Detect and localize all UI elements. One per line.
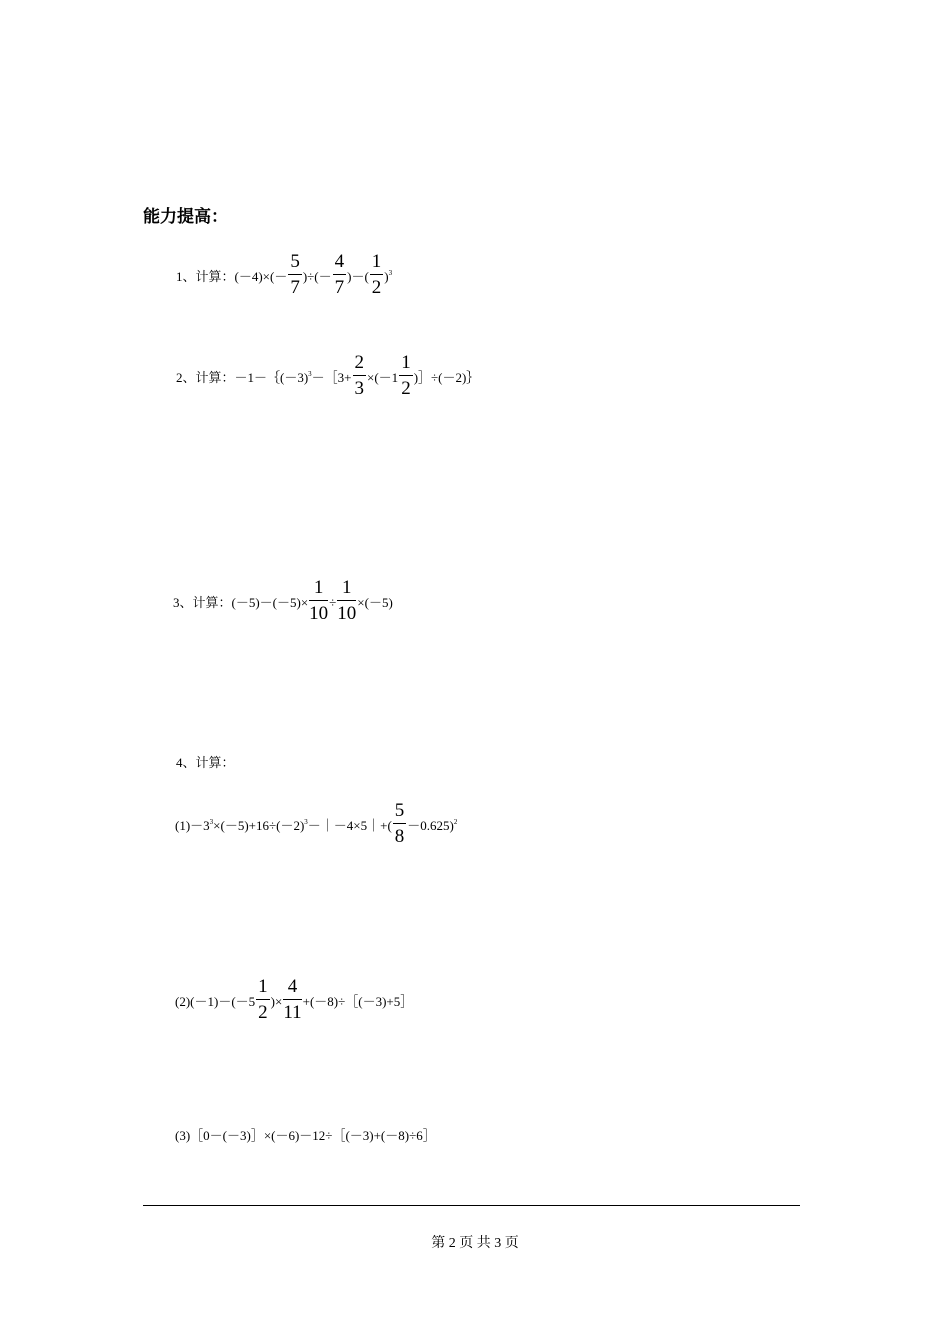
problem-4-2-text-b: )× bbox=[270, 994, 283, 1009]
problem-4-3: (3)［0－(－3)］×(－6)－12÷［(－3)+(－8)÷6］ bbox=[175, 1128, 436, 1143]
problem-4-1-text-a: (1)－3 bbox=[175, 818, 210, 833]
problem-2-text-c: ×(－1 bbox=[367, 370, 399, 385]
fraction: $\frac{5}{7}$ bbox=[290, 251, 300, 298]
fraction: $\frac{2}{3}$ bbox=[354, 352, 365, 399]
problem-2-text-d: )］÷(－2)｝ bbox=[413, 370, 480, 385]
footer-divider bbox=[143, 1205, 800, 1206]
exponent: 3 bbox=[304, 818, 308, 826]
problem-1-text-b: )÷(－ bbox=[302, 269, 332, 284]
problem-4-1-text-d: －0.625) bbox=[407, 818, 454, 833]
problem-1-text-d: ) bbox=[384, 269, 389, 284]
problem-4-2-text-c: +(－8)÷［(－3)+5］ bbox=[302, 994, 414, 1009]
problem-4-1-text-b: ×(－5)+16÷(－2) bbox=[213, 818, 305, 833]
problem-2-text-a: 2、计算：－1－｛(－3) bbox=[176, 370, 309, 385]
problem-2 bbox=[176, 353, 479, 398]
exponent: 3 bbox=[308, 370, 312, 378]
fraction: $\frac{4}{7}$ bbox=[334, 251, 345, 298]
fraction: $\frac{5}{8}$ bbox=[394, 800, 405, 847]
problem-1-text-a: 1、计算：(－4)×(－ bbox=[176, 269, 288, 284]
problem-2-text-b: －［3+ bbox=[311, 370, 352, 385]
problem-4-2-text-a: (2)(－1)－(－5 bbox=[175, 994, 256, 1009]
problem-3-text-a: 3、计算：(－5)－(－5)× bbox=[173, 595, 309, 610]
fraction: $\frac{1}{2}$ bbox=[258, 976, 268, 1023]
problem-1 bbox=[176, 252, 392, 297]
problem-4-2 bbox=[175, 977, 413, 1022]
page-footer: 第 2 页 共 3 页 bbox=[431, 1236, 519, 1251]
fraction: $\frac{1}{2}$ bbox=[371, 251, 382, 298]
problem-3 bbox=[173, 578, 393, 623]
problem-3-text-b: ÷ bbox=[329, 595, 337, 610]
exponent: 3 bbox=[388, 269, 393, 277]
problem-3-text-c: ×(－5) bbox=[357, 595, 393, 610]
problem-4-1-text-c: －｜－4×5｜+( bbox=[307, 818, 392, 833]
problem-4-label: 4、计算： bbox=[176, 755, 235, 770]
problem-4-1 bbox=[175, 801, 457, 846]
exponent: 3 bbox=[209, 818, 214, 826]
fraction: $\frac{1}{2}$ bbox=[401, 352, 411, 399]
fraction: $\frac{4}{11}$ bbox=[283, 976, 302, 1023]
fraction: $\frac{1}{10}$ bbox=[309, 577, 329, 624]
problem-1-text-c: )－( bbox=[347, 269, 369, 284]
fraction: $\frac{1}{10}$ bbox=[337, 577, 357, 624]
exponent: 2 bbox=[453, 818, 458, 826]
section-title: 能力提高： bbox=[143, 207, 228, 227]
